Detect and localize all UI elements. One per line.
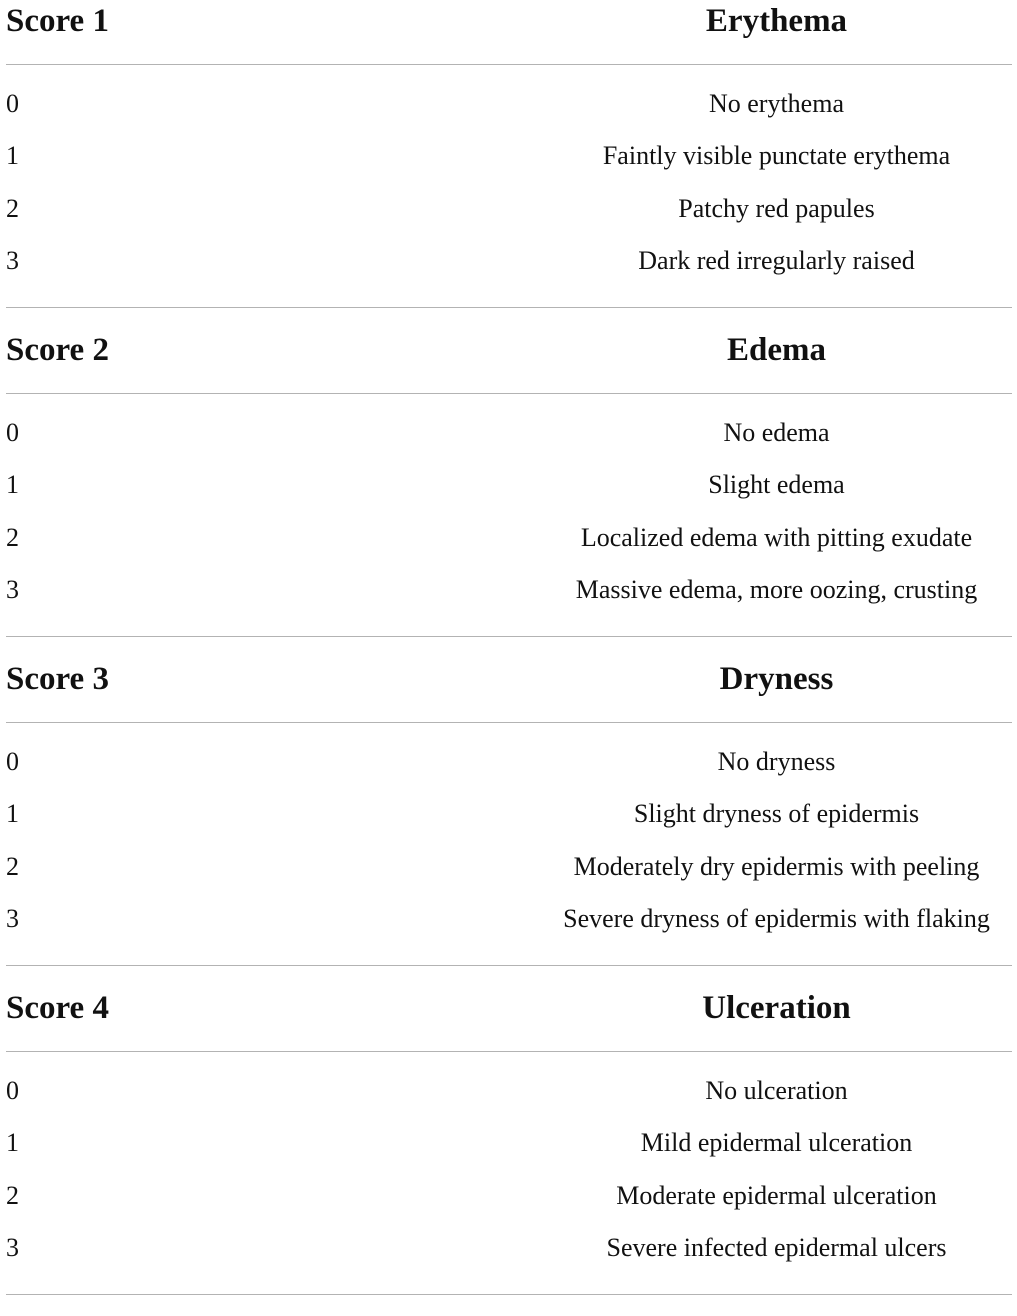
table-row [6, 84, 1012, 136]
grade-value: 3 [6, 574, 19, 604]
grade-description: Moderately dry epidermis with peeling [573, 851, 980, 881]
score-section-1 [6, 0, 1012, 329]
table-row [6, 1228, 1012, 1280]
section-header [6, 0, 1012, 65]
section-divider [6, 636, 1012, 637]
grade-value: 3 [6, 245, 19, 275]
grade-value: 0 [6, 747, 19, 776]
table-row [6, 413, 1012, 465]
table-row [6, 847, 1012, 899]
grade-description: Slight dryness of epidermis [633, 799, 920, 829]
scoring-table [6, 0, 1012, 1316]
section-header [6, 658, 1012, 723]
table-row [6, 1176, 1012, 1228]
grade-description: No edema [723, 418, 830, 447]
grade-value: 0 [6, 1076, 19, 1105]
table-row [6, 465, 1012, 517]
section-header [6, 329, 1012, 394]
score-label: Score 2 [6, 332, 109, 368]
score-label: Score 4 [6, 990, 109, 1026]
table-row [6, 570, 1012, 622]
grade-description: Localized edema with pitting exudate [580, 522, 973, 552]
score-section-2 [6, 329, 1012, 658]
grade-value: 3 [6, 903, 19, 933]
grade-value: 2 [6, 522, 19, 552]
section-header [6, 987, 1012, 1052]
section-divider [6, 965, 1012, 966]
score-section-3 [6, 658, 1012, 987]
criterion-title: Ulceration [702, 990, 851, 1026]
section-divider [6, 1294, 1012, 1295]
table-row [6, 899, 1012, 951]
table-row [6, 518, 1012, 570]
grade-description: Severe dryness of epidermis with flaking [563, 903, 990, 933]
score-label: Score 1 [6, 3, 109, 39]
grade-rows [6, 65, 1012, 293]
criterion-title: Erythema [705, 3, 848, 39]
grade-description: Dark red irregularly raised [638, 245, 915, 275]
grade-value: 2 [6, 193, 19, 223]
grade-value: 1 [6, 799, 19, 829]
grade-rows [6, 394, 1012, 622]
grade-value: 1 [6, 470, 19, 500]
table-row [6, 241, 1012, 293]
grade-description: Massive edema, more oozing, crusting [575, 574, 978, 604]
grade-value: 2 [6, 1180, 19, 1210]
grade-value: 1 [6, 1128, 19, 1158]
grade-description: Mild epidermal ulceration [640, 1128, 913, 1158]
section-divider [6, 307, 1012, 308]
grade-description: Slight edema [708, 470, 845, 500]
grade-value: 0 [6, 418, 19, 447]
grade-value: 1 [6, 141, 19, 171]
grade-rows [6, 723, 1012, 951]
grade-description: Severe infected epidermal ulcers [606, 1232, 947, 1262]
grade-description: Patchy red papules [678, 193, 875, 223]
table-row [6, 189, 1012, 241]
grade-value: 3 [6, 1232, 19, 1262]
grade-description: Faintly visible punctate erythema [602, 141, 951, 171]
criterion-title: Edema [727, 332, 826, 368]
grade-description: Moderate epidermal ulceration [616, 1180, 937, 1210]
score-label: Score 3 [6, 661, 109, 697]
grade-description: No dryness [717, 747, 836, 776]
table-row [6, 1123, 1012, 1175]
grade-rows [6, 1052, 1012, 1280]
table-row [6, 742, 1012, 794]
grade-description: No ulceration [705, 1076, 848, 1105]
criterion-title: Dryness [719, 661, 834, 697]
grade-value: 2 [6, 851, 19, 881]
grade-description: No erythema [708, 89, 844, 118]
table-row [6, 794, 1012, 846]
grade-value: 0 [6, 89, 19, 118]
table-row [6, 136, 1012, 188]
score-section-4 [6, 987, 1012, 1316]
table-row [6, 1071, 1012, 1123]
